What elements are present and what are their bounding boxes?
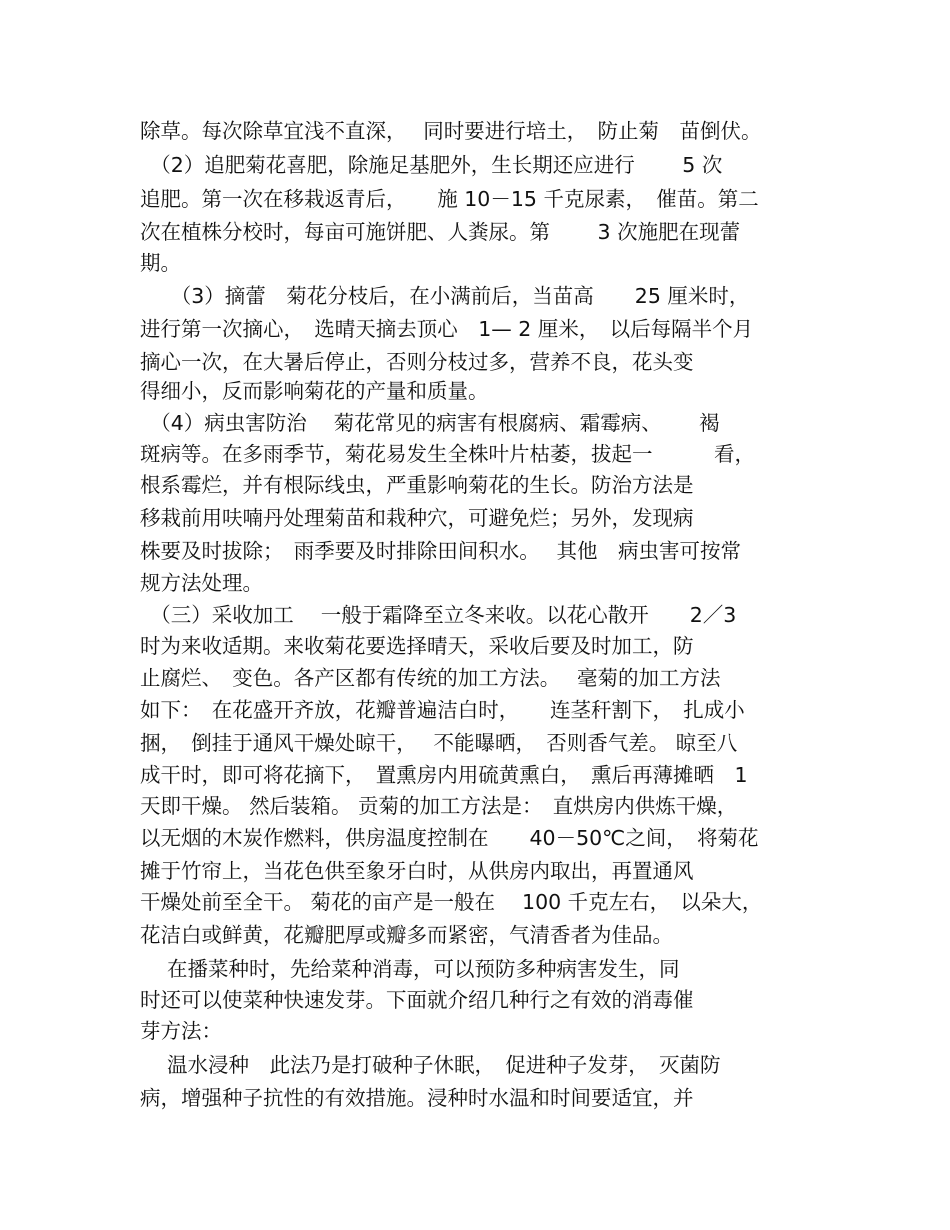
text-line: 斑病等。在多雨季节，菊花易发生全株叶片枯萎，拔起一 看，	[140, 442, 755, 466]
text-line: 摘心一次，在大暑后停止，否则分枝过多，营养不良，花头变	[140, 350, 694, 374]
text-line: 进行第一次摘心， 选晴天摘去顶心 1— 2 厘米， 以后每隔半个月	[140, 317, 754, 341]
text-line: 株要及时拔除； 雨季要及时排除田间积水。 其他 病虫害可按常	[140, 539, 742, 563]
text-line: 止腐烂、 变色。各产区都有传统的加工方法。 毫菊的加工方法	[140, 666, 721, 690]
text-line: 如下： 在花盛开齐放，花瓣普遍洁白时， 连茎秆割下， 扎成小	[140, 698, 745, 722]
text-line: 花洁白或鲜黄，花瓣肥厚或瓣多而紧密，气清香者为佳品。	[140, 923, 673, 947]
text-line: 以无烟的木炭作燃料，供房温度控制在 40－50℃之间， 将菊花	[140, 826, 759, 850]
text-line: （三）采收加工 一般于霜降至立冬来收。以花心散开 2／3	[140, 603, 737, 627]
text-line: 移栽前用呋喃丹处理菊苗和栽种穴，可避免烂；另外，发现病	[140, 506, 694, 530]
text-line: 芽方法：	[140, 1019, 222, 1043]
text-line: 成干时，即可将花摘下， 置熏房内用硫黄熏白， 熏后再薄摊晒 1	[140, 763, 748, 787]
text-line: 得细小，反而影响菊花的产量和质量。	[140, 379, 489, 403]
text-line: 期。	[140, 251, 181, 275]
text-line: 温水浸种 此法乃是打破种子休眠， 促进种子发芽， 灭菌防	[140, 1053, 721, 1077]
text-line: 次在植株分校时，每亩可施饼肥、人粪尿。第 3 次施肥在现蕾	[140, 220, 741, 244]
text-line: （4）病虫害防治 菊花常见的病害有根腐病、霜霉病、 褐	[140, 411, 720, 435]
text-line: 时为来收适期。来收菊花要选择晴天，采收后要及时加工，防	[140, 634, 694, 658]
text-line: 追肥。第一次在移栽返青后， 施 10－15 千克尿素， 催苗。第二	[140, 187, 759, 211]
text-line: （2）追肥菊花喜肥，除施足基肥外，生长期还应进行 5 次	[140, 153, 723, 177]
text-line: 摊于竹帘上，当花色供至象牙白时，从供房内取出，再置通风	[140, 859, 694, 883]
text-line: 时还可以使菜种快速发芽。下面就介绍几种行之有效的消毒催	[140, 988, 694, 1012]
text-line: 规方法处理。	[140, 571, 263, 595]
text-line: 除草。每次除草宜浅不直深， 同时要进行培土， 防止菊 苗倒伏。	[140, 119, 762, 143]
text-line: 捆， 倒挂于通风干燥处晾干， 不能曝晒， 否则香气差。 晾至八	[140, 731, 738, 755]
text-line: （3）摘蕾 菊花分枝后，在小满前后，当苗高 25 厘米时，	[140, 284, 750, 308]
text-line: 根系霉烂，并有根际线虫，严重影响菊花的生长。防治方法是	[140, 473, 694, 497]
text-line: 干燥处前至全干。 菊花的亩产是一般在 100 千克左右， 以朵大，	[140, 890, 763, 914]
text-line: 病，增强种子抗性的有效措施。浸种时水温和时间要适宜，并	[140, 1086, 694, 1110]
text-line: 在播菜种时，先给菜种消毒，可以预防多种病害发生，同	[140, 957, 680, 981]
text-line: 天即干燥。 然后装箱。 贡菊的加工方法是： 直烘房内供炼干燥，	[140, 794, 738, 818]
